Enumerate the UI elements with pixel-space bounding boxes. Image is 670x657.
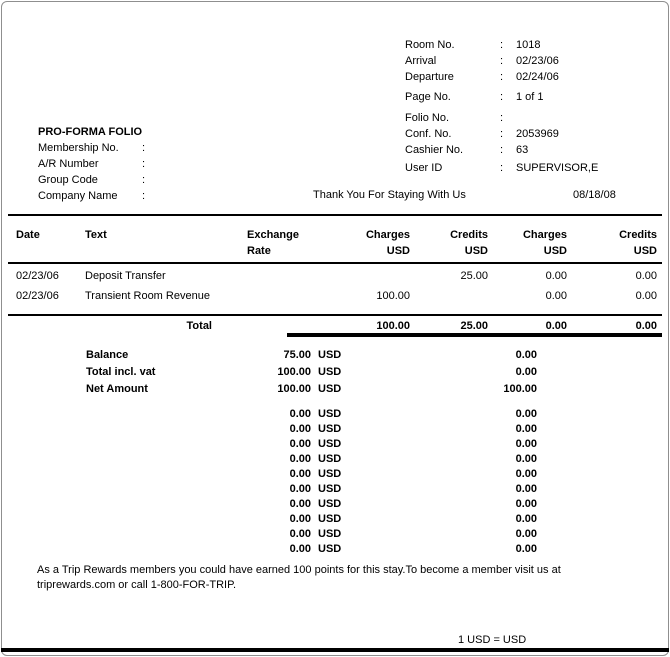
- col-header-text: Text: [85, 229, 107, 241]
- zero-currency: USD: [318, 423, 342, 435]
- total-incl-vat-amount: 100.00: [277, 366, 311, 378]
- print-date: 08/18/08: [573, 189, 616, 201]
- row-credits-1: 25.00: [460, 270, 488, 282]
- table-header-row-1: [0, 229, 670, 243]
- zero-row: [0, 468, 670, 482]
- zero-currency: USD: [318, 513, 342, 525]
- total-credits-1: 25.00: [460, 320, 488, 332]
- summary-row-total-incl-vat: [0, 366, 670, 380]
- total-row: [0, 320, 670, 334]
- document-title: PRO-FORMA FOLIO: [38, 126, 143, 138]
- col-header-exchange: Exchange: [247, 229, 299, 241]
- net-amount-right-amount: 100.00: [503, 383, 537, 395]
- zero-row: [0, 438, 670, 452]
- user-id-value: SUPERVISOR,E: [516, 162, 599, 174]
- colon: :: [500, 162, 504, 174]
- row-credits-2: 0.00: [635, 290, 657, 302]
- group-code-label: Group Code: [38, 174, 98, 186]
- row-date: 02/23/06: [16, 270, 59, 282]
- bottom-rule: [1, 648, 669, 652]
- row-credits-2: 0.00: [635, 270, 657, 282]
- info-row-user-id: [405, 160, 660, 176]
- total-incl-vat-right-amount: 0.00: [515, 366, 537, 378]
- info-row-page-no: [405, 89, 660, 105]
- zero-currency: USD: [318, 453, 342, 465]
- zero-row: [0, 408, 670, 422]
- balance-currency: USD: [318, 349, 342, 361]
- zero-row: [0, 423, 670, 437]
- net-amount-currency: USD: [318, 383, 342, 395]
- info-row-membership: [38, 140, 338, 156]
- col-header-rate: Rate: [247, 245, 271, 257]
- header-info-right: [405, 37, 660, 176]
- room-no-label: Room No.: [405, 39, 455, 51]
- row-charges-2: 0.00: [545, 290, 567, 302]
- arrival-label: Arrival: [405, 55, 437, 67]
- zero-amount: 0.00: [289, 453, 311, 465]
- page-no-value: 1 of 1: [516, 91, 544, 103]
- rewards-note: [37, 563, 647, 593]
- colon: :: [500, 39, 504, 51]
- rewards-note-line-1: As a Trip Rewards members you could have earned 100 points for this stay.To become a member visit us at: [37, 564, 561, 576]
- zero-right-amount: 0.00: [515, 408, 537, 420]
- balance-label: Balance: [86, 349, 129, 361]
- folio-no-label: Folio No.: [405, 112, 450, 124]
- zero-right-amount: 0.00: [515, 438, 537, 450]
- zero-row: [0, 453, 670, 467]
- membership-label: Membership No.: [38, 142, 119, 154]
- col-header-charges-1: Charges: [365, 229, 410, 241]
- zero-right-amount: 0.00: [515, 513, 537, 525]
- info-row-cashier-no: [405, 142, 660, 158]
- colon: :: [500, 91, 504, 103]
- zero-amount: 0.00: [289, 438, 311, 450]
- zero-currency: USD: [318, 528, 342, 540]
- zero-amount: 0.00: [289, 483, 311, 495]
- conf-no-label: Conf. No.: [405, 128, 452, 140]
- colon: :: [142, 174, 146, 186]
- table-bottom-divider: [8, 314, 662, 316]
- table-row: [0, 270, 670, 284]
- total-incl-vat-currency: USD: [318, 366, 342, 378]
- info-row-arrival: [405, 53, 660, 69]
- summary-row-balance: [0, 349, 670, 363]
- zero-row: [0, 498, 670, 512]
- table-row: [0, 290, 670, 304]
- colon: :: [500, 128, 504, 140]
- zero-currency: USD: [318, 468, 342, 480]
- departure-label: Departure: [405, 71, 454, 83]
- colon: :: [142, 190, 146, 202]
- cashier-no-label: Cashier No.: [405, 144, 464, 156]
- total-incl-vat-label: Total incl. vat: [86, 366, 156, 378]
- zero-amount: 0.00: [289, 468, 311, 480]
- col-header-usd-4: USD: [633, 245, 657, 257]
- info-row-conf-no: [405, 126, 660, 142]
- row-description: Transient Room Revenue: [85, 290, 210, 302]
- row-charges-2: 0.00: [545, 270, 567, 282]
- col-header-credits-2: Credits: [619, 229, 657, 241]
- column-header-divider: [8, 262, 662, 264]
- zero-row: [0, 528, 670, 542]
- total-label: Total: [186, 320, 212, 332]
- rewards-note-line-2: triprewards.com or call 1-800-FOR-TRIP.: [37, 579, 237, 591]
- info-row-ar-number: [38, 156, 338, 172]
- zero-amount: 0.00: [289, 528, 311, 540]
- zero-amount: 0.00: [289, 423, 311, 435]
- total-charges-1: 100.00: [376, 320, 410, 332]
- row-date: 02/23/06: [16, 290, 59, 302]
- balance-amount: 75.00: [283, 349, 311, 361]
- col-header-credits-1: Credits: [450, 229, 488, 241]
- col-header-charges-2: Charges: [522, 229, 567, 241]
- info-row-group-code: [38, 172, 338, 188]
- table-header-row-2: [0, 245, 670, 259]
- colon: :: [500, 112, 504, 124]
- zero-currency: USD: [318, 483, 342, 495]
- zero-right-amount: 0.00: [515, 528, 537, 540]
- col-header-usd-1: USD: [386, 245, 410, 257]
- net-amount-label: Net Amount: [86, 383, 148, 395]
- zero-right-amount: 0.00: [515, 483, 537, 495]
- colon: :: [142, 142, 146, 154]
- zero-amount: 0.00: [289, 408, 311, 420]
- header-divider: [8, 214, 662, 216]
- colon: :: [500, 71, 504, 83]
- zero-amount: 0.00: [289, 543, 311, 555]
- zero-currency: USD: [318, 408, 342, 420]
- zero-currency: USD: [318, 543, 342, 555]
- zero-row: [0, 513, 670, 527]
- header-info-left: [38, 124, 338, 204]
- colon: :: [142, 158, 146, 170]
- col-header-date: Date: [16, 229, 40, 241]
- arrival-value: 02/23/06: [516, 55, 559, 67]
- row-description: Deposit Transfer: [85, 270, 166, 282]
- zero-right-amount: 0.00: [515, 423, 537, 435]
- colon: :: [500, 144, 504, 156]
- exchange-rate-note: 1 USD = USD: [458, 634, 527, 646]
- zero-right-amount: 0.00: [515, 468, 537, 480]
- total-charges-2: 0.00: [545, 320, 567, 332]
- cashier-no-value: 63: [516, 144, 529, 156]
- page-no-label: Page No.: [405, 91, 451, 103]
- info-row-folio-no: [405, 110, 660, 126]
- zero-row: [0, 483, 670, 497]
- zero-currency: USD: [318, 498, 342, 510]
- zero-right-amount: 0.00: [515, 543, 537, 555]
- departure-value: 02/24/06: [516, 71, 559, 83]
- zero-right-amount: 0.00: [515, 498, 537, 510]
- conf-no-value: 2053969: [516, 128, 559, 140]
- company-name-label: Company Name: [38, 190, 118, 202]
- col-header-usd-3: USD: [543, 245, 567, 257]
- col-header-usd-2: USD: [464, 245, 488, 257]
- row-charges-1: 100.00: [376, 290, 410, 302]
- balance-right-amount: 0.00: [515, 349, 537, 361]
- ar-number-label: A/R Number: [38, 158, 99, 170]
- zero-amount: 0.00: [289, 513, 311, 525]
- colon: :: [500, 55, 504, 67]
- summary-row-net-amount: [0, 383, 670, 397]
- zero-right-amount: 0.00: [515, 453, 537, 465]
- net-amount-amount: 100.00: [277, 383, 311, 395]
- zero-row: [0, 543, 670, 557]
- info-row-room: [405, 37, 660, 53]
- zero-amount: 0.00: [289, 498, 311, 510]
- info-row-company-name: [38, 188, 338, 204]
- greeting-text: Thank You For Staying With Us: [313, 189, 466, 201]
- info-row-departure: [405, 69, 660, 85]
- room-no-value: 1018: [516, 39, 541, 51]
- user-id-label: User ID: [405, 162, 443, 174]
- total-credits-2: 0.00: [635, 320, 657, 332]
- zero-currency: USD: [318, 438, 342, 450]
